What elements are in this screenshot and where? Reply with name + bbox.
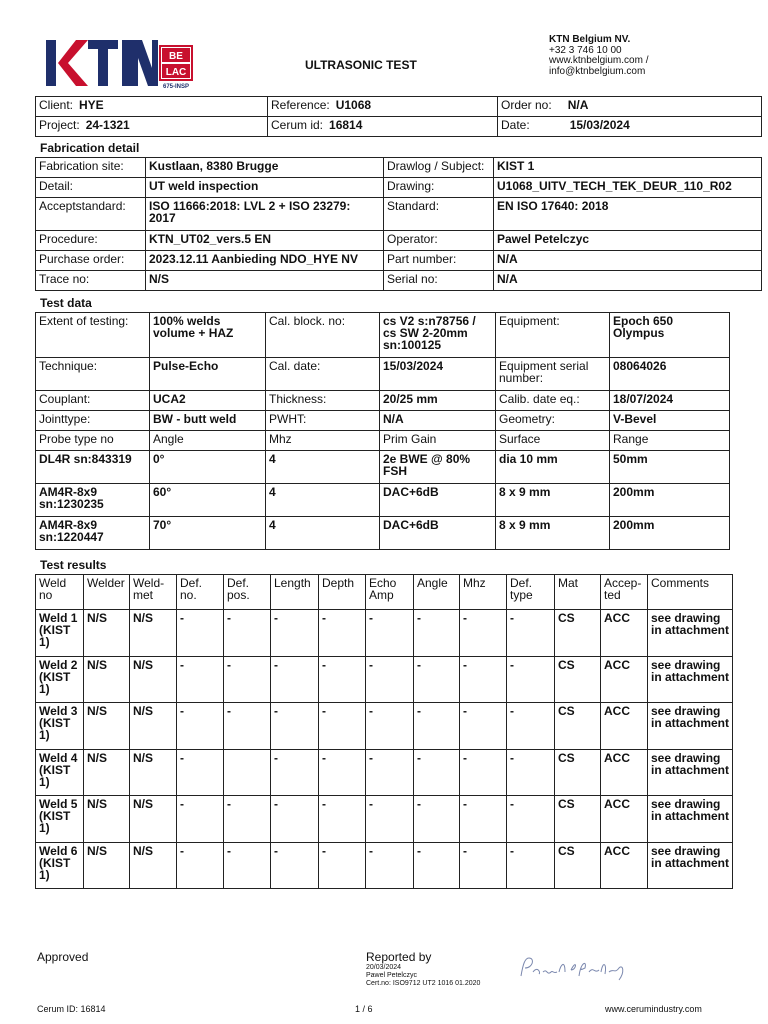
probe-cell: dia 10 mm [496,451,610,484]
results-cell: - [366,703,414,750]
drawing-value: U1068_UITV_TECH_TEK_DEUR_110_R02 [494,178,762,198]
technique-label: Technique: [36,358,150,391]
results-cell: - [271,796,319,843]
belac-badge [160,46,192,90]
po-value: 2023.12.11 Aanbieding NDO_HYE NV [146,251,384,271]
results-cell: N/S [130,656,177,703]
results-cell: - [271,703,319,750]
results-cell: - [507,703,555,750]
svg-text:675-INSP: 675-INSP [162,84,190,90]
date-value: 15/03/2024 [569,118,630,132]
results-cell [224,749,271,796]
pwht-value: N/A [380,411,496,431]
probe-row [36,517,730,550]
results-cell: CS [555,796,601,843]
results-cell: - [177,656,224,703]
probe-header-row [36,431,730,451]
probe-cell: 2e BWE @ 80% FSH [380,451,496,484]
company-email: info@ktnbelgium.com [549,65,646,77]
eqserial-label: Equipment serial number: [496,358,610,391]
results-cell: - [177,749,224,796]
results-cell: - [366,656,414,703]
results-cell: Weld 3 (KIST 1) [36,703,84,750]
part-label: Part number: [384,251,494,271]
project-value: 24-1321 [85,118,130,132]
results-header-cell: Def. pos. [224,575,271,610]
testdata-table [35,312,730,550]
probe-header: Angle [150,431,266,451]
extent-value: 100% welds volume + HAZ [150,313,266,358]
results-cell: Weld 1 (KIST 1) [36,610,84,657]
results-cell: N/S [84,656,130,703]
results-row [36,749,733,796]
probe-cell: 60° [150,484,266,517]
order-value: N/A [567,98,589,112]
results-cell: see drawing in attachment [648,842,733,889]
footer-page-number: 1 / 6 [355,1004,373,1014]
ktn-logo [44,38,194,90]
serial-label: Serial no: [384,271,494,291]
caldate-value: 15/03/2024 [380,358,496,391]
results-cell: - [271,749,319,796]
calblock-label: Cal. block. no: [266,313,380,358]
procedure-label: Procedure: [36,231,146,251]
probe-cell: 8 x 9 mm [496,484,610,517]
results-cell: see drawing in attachment [648,656,733,703]
probe-cell: DAC+6dB [380,517,496,550]
probe-header: Probe type no [36,431,150,451]
probe-cell: 0° [150,451,266,484]
results-row [36,656,733,703]
calibdate-label: Calib. date eq.: [496,391,610,411]
results-cell: - [271,610,319,657]
results-cell: - [414,796,460,843]
results-cell: N/S [84,703,130,750]
date-cell: Date: 15/03/2024 [498,117,762,137]
reporter-cert: Cert.no: ISO9712 UT2 1016 01.2020 [366,980,481,987]
results-row [36,610,733,657]
reported-block [366,950,480,988]
svg-text:LAC: LAC [165,67,187,78]
footer-cerum-id: Cerum ID: 16814 [37,1004,106,1014]
results-cell: - [460,703,507,750]
results-cell: N/S [130,703,177,750]
results-cell: - [366,842,414,889]
results-cell: - [319,796,366,843]
couplant-value: UCA2 [150,391,266,411]
results-cell: - [507,796,555,843]
results-cell: ACC [601,703,648,750]
results-cell: - [271,656,319,703]
results-cell: CS [555,703,601,750]
results-cell: see drawing in attachment [648,796,733,843]
results-cell: - [224,796,271,843]
results-cell: N/S [130,796,177,843]
results-cell: N/S [84,796,130,843]
results-header-cell: Weld-met [130,575,177,610]
probe-cell: 8 x 9 mm [496,517,610,550]
results-cell: - [319,703,366,750]
results-cell: CS [555,842,601,889]
probe-cell: 70° [150,517,266,550]
detail-value: UT weld inspection [146,178,384,198]
fabrication-table [35,157,762,291]
probe-row [36,484,730,517]
couplant-label: Couplant: [36,391,150,411]
results-cell: ACC [601,749,648,796]
results-cell: - [224,703,271,750]
results-cell: - [224,656,271,703]
probe-header: Prim Gain [380,431,496,451]
results-cell: - [366,796,414,843]
results-cell: ACC [601,656,648,703]
jointtype-value: BW - butt weld [150,411,266,431]
trace-value: N/S [146,271,384,291]
probe-cell: 4 [266,484,380,517]
results-cell: - [507,842,555,889]
standard-value: EN ISO 17640: 2018 [494,198,762,231]
results-cell: N/S [130,610,177,657]
thickness-value: 20/25 mm [380,391,496,411]
probe-header: Surface [496,431,610,451]
probe-cell: 50mm [610,451,730,484]
results-header-cell: Weld no [36,575,84,610]
results-cell: - [507,610,555,657]
results-cell: - [224,610,271,657]
results-cell: - [319,656,366,703]
results-cell: - [177,610,224,657]
results-cell: - [271,842,319,889]
site-label: Fabrication site: [36,158,146,178]
thickness-label: Thickness: [266,391,380,411]
results-cell: - [460,842,507,889]
results-cell: - [460,749,507,796]
reported-by-label: Reported by [366,950,432,964]
results-cell: see drawing in attachment [648,610,733,657]
results-header-cell: Length [271,575,319,610]
svg-text:BE: BE [169,51,183,62]
results-header-cell: Accep-ted [601,575,648,610]
results-cell: Weld 4 (KIST 1) [36,749,84,796]
results-header-cell: Def. type [507,575,555,610]
probe-cell: AM4R-8x9 sn:1230235 [36,484,150,517]
info-table [35,96,762,137]
probe-cell: DAC+6dB [380,484,496,517]
eqserial-value: 08064026 [610,358,730,391]
drawing-label: Drawing: [384,178,494,198]
results-cell: - [507,656,555,703]
results-cell: - [507,749,555,796]
results-cell: - [460,656,507,703]
probe-cell: 200mm [610,517,730,550]
results-cell: N/S [84,749,130,796]
equipment-label: Equipment: [496,313,610,358]
pwht-label: PWHT: [266,411,380,431]
technique-value: Pulse-Echo [150,358,266,391]
detail-label: Detail: [36,178,146,198]
results-cell: CS [555,656,601,703]
calblock-value: cs V2 s:n78756 / cs SW 2-20mm sn:100125 [380,313,496,358]
extent-label: Extent of testing: [36,313,150,358]
results-cell: N/S [130,749,177,796]
results-cell: - [414,703,460,750]
results-cell: - [366,749,414,796]
drawlog-label: Drawlog / Subject: [384,158,494,178]
results-cell: - [177,842,224,889]
results-cell: - [414,842,460,889]
operator-value: Pawel Petelczyc [494,231,762,251]
reported-date: 20/03/2024 [366,964,402,971]
site-value: Kustlaan, 8380 Brugge [146,158,384,178]
results-header-cell: Welder [84,575,130,610]
results-header-cell: Depth [319,575,366,610]
company-block [549,35,648,77]
company-web: www.ktnbelgium.com / [549,55,649,66]
results-row [36,842,733,889]
probe-cell: 4 [266,517,380,550]
caldate-label: Cal. date: [266,358,380,391]
project-cell: Project: 24-1321 [36,117,268,137]
results-cell: - [177,703,224,750]
results-row [36,796,733,843]
testdata-heading: Test data [40,296,92,310]
handwritten-signature [515,950,635,984]
probe-header: Range [610,431,730,451]
company-name: KTN Belgium NV. [549,34,631,45]
results-cell: N/S [84,842,130,889]
reference-cell: Reference: U1068 [268,97,498,117]
jointtype-label: Jointtype: [36,411,150,431]
accept-label: Acceptstandard: [36,198,146,231]
accept-value: ISO 11666:2018: LVL 2 + ISO 23279: 2017 [146,198,384,231]
results-header-cell: Mat [555,575,601,610]
results-cell: ACC [601,796,648,843]
results-cell: - [414,656,460,703]
results-cell: - [319,842,366,889]
operator-label: Operator: [384,231,494,251]
probe-row [36,451,730,484]
results-cell: see drawing in attachment [648,703,733,750]
results-header-cell: Echo Amp [366,575,414,610]
results-cell: - [366,610,414,657]
results-header-row [36,575,733,610]
results-cell: - [319,610,366,657]
probe-cell: AM4R-8x9 sn:1220447 [36,517,150,550]
standard-label: Standard: [384,198,494,231]
part-value: N/A [494,251,762,271]
results-cell: N/S [130,842,177,889]
results-header-cell: Mhz [460,575,507,610]
po-label: Purchase order: [36,251,146,271]
order-cell: Order no: N/A [498,97,762,117]
client-cell: Client: HYE [36,97,268,117]
results-cell: - [319,749,366,796]
procedure-value: KTN_UT02_vers.5 EN [146,231,384,251]
results-cell: - [177,796,224,843]
results-cell: - [460,796,507,843]
company-phone: +32 3 746 10 00 [549,44,622,56]
results-header-cell: Comments [648,575,733,610]
results-cell: ACC [601,610,648,657]
results-cell: - [414,610,460,657]
probe-cell: 200mm [610,484,730,517]
geometry-label: Geometry: [496,411,610,431]
probe-cell: 4 [266,451,380,484]
results-table [35,574,733,889]
reporter-name: Pawel Petelczyc [366,972,417,979]
results-header-cell: Def. no. [177,575,224,610]
calibdate-value: 18/07/2024 [610,391,730,411]
client-value: HYE [79,98,104,112]
equipment-value: Epoch 650 Olympus [610,313,730,358]
results-cell: - [224,842,271,889]
document-title: ULTRASONIC TEST [305,58,417,72]
drawlog-value: KIST 1 [494,158,762,178]
results-cell: CS [555,610,601,657]
results-cell: ACC [601,842,648,889]
probe-header: Mhz [266,431,380,451]
geometry-value: V-Bevel [610,411,730,431]
footer-website[interactable]: www.cerumindustry.com [605,1004,702,1014]
results-cell: Weld 6 (KIST 1) [36,842,84,889]
cerum-cell: Cerum id: 16814 [268,117,498,137]
cerum-value: 16814 [329,118,363,132]
reference-value: U1068 [335,98,372,112]
results-header-cell: Angle [414,575,460,610]
results-cell: see drawing in attachment [648,749,733,796]
fabrication-heading: Fabrication detail [40,141,140,155]
results-heading: Test results [40,558,107,572]
results-cell: Weld 2 (KIST 1) [36,656,84,703]
trace-label: Trace no: [36,271,146,291]
results-cell: - [460,610,507,657]
approved-label: Approved [37,950,89,964]
results-cell: - [414,749,460,796]
probe-cell: DL4R sn:843319 [36,451,150,484]
results-cell: CS [555,749,601,796]
results-cell: N/S [84,610,130,657]
results-cell: Weld 5 (KIST 1) [36,796,84,843]
results-row [36,703,733,750]
serial-value: N/A [494,271,762,291]
